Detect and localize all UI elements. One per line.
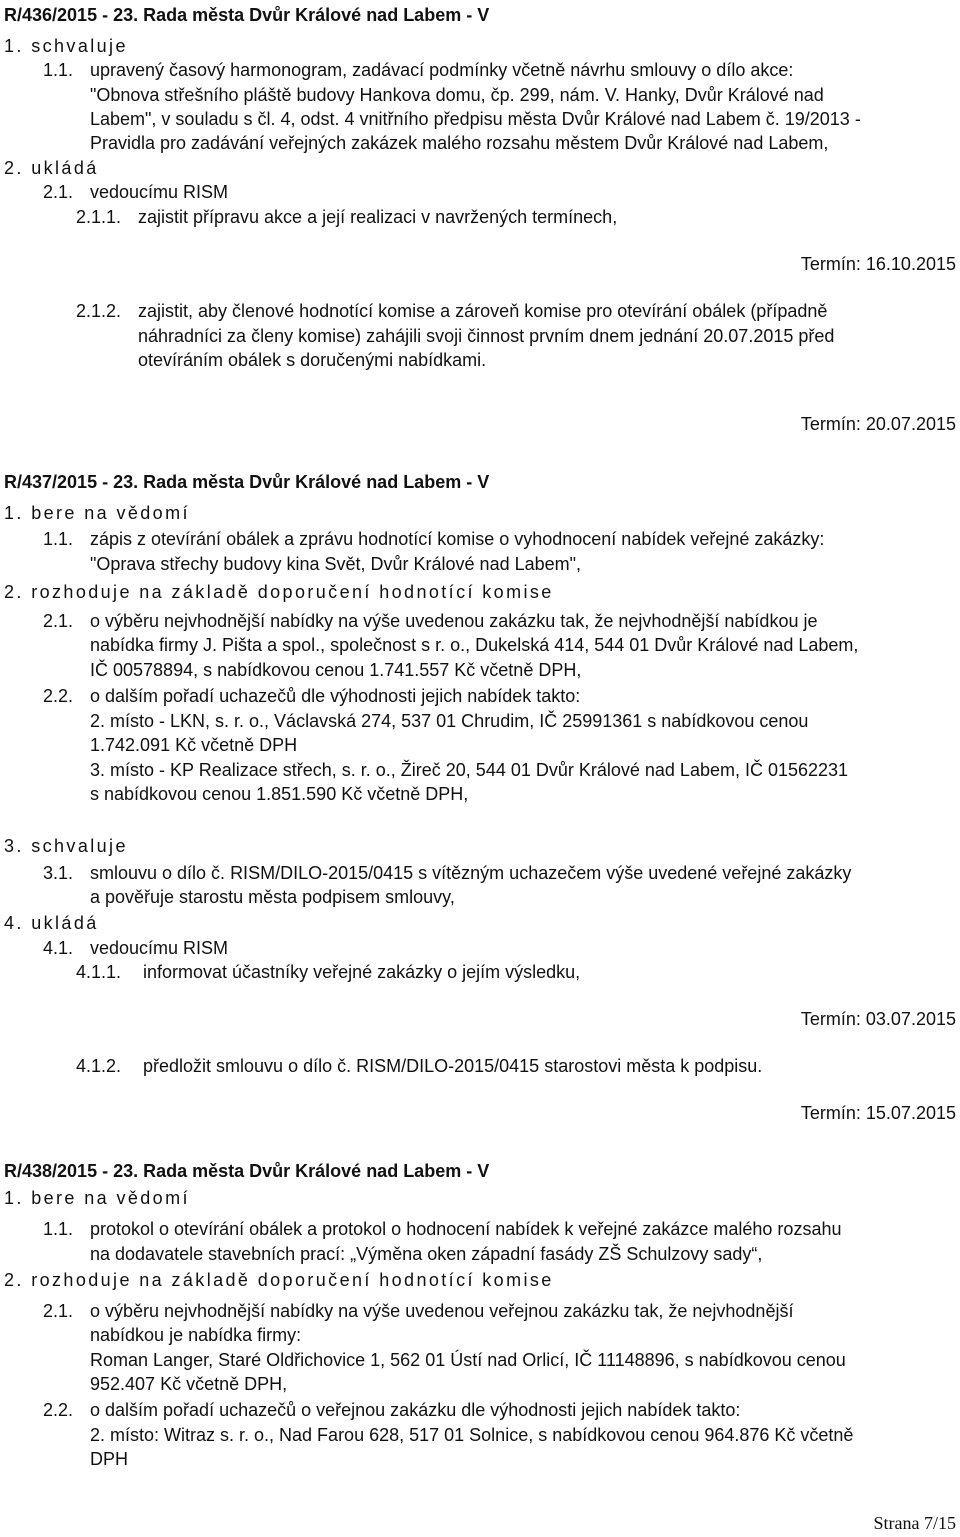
item-number: 4.1.2. — [76, 1056, 122, 1076]
item-text: nabídka firmy J. Pišta a spol., společnost s r. o., Dukelská 414, 544 01 Dvůr Králové nad Labem, — [90, 635, 859, 655]
item-number: 1.1. — [43, 529, 74, 549]
item-text: 2. místo: Witraz s. r. o., Nad Farou 628, 517 01 Solnice, s nabídkovou cenou 964.876 Kč včetně — [90, 1425, 854, 1445]
item-text: smlouvu o dílo č. RISM/DILO-2015/0415 s vítězným uchazečem výše uvedené veřejné zakázky — [90, 863, 852, 883]
item-text: Pravidla pro zadávání veřejných zakázek malého rozsahu městem Dvůr Králové nad Labem, — [90, 133, 829, 153]
item-text: zápis z otevírání obálek a zprávu hodnotící komise o vyhodnocení nabídek veřejné zakázky: — [90, 529, 825, 549]
resolution-header: R/437/2015 - 23. Rada města Dvůr Králové nad Labem - V — [4, 472, 490, 492]
item-text: 2. místo - LKN, s. r. o., Václavská 274, 537 01 Chrudim, IČ 25991361 s nabídkovou cenou — [90, 711, 809, 731]
assignee-text: vedoucímu RISM — [90, 182, 229, 202]
item-number: 4.1.1. — [76, 962, 122, 982]
item-number: 2.2. — [43, 1400, 74, 1420]
item-text: náhradníci za členy komise) zahájili svoji činnost prvním dnem jednání 20.07.2015 před — [138, 326, 835, 346]
action-heading: 1. bere na vědomí — [4, 503, 190, 523]
item-text: otevíráním obálek s doručenými nabídkami. — [138, 350, 487, 370]
item-text: a pověřuje starostu města podpisem smlouvy, — [90, 887, 455, 907]
item-text: o dalším pořadí uchazečů dle výhodnosti jejich nabídek takto: — [90, 686, 581, 706]
item-text: informovat účastníky veřejné zakázky o jejím výsledku, — [143, 962, 581, 982]
item-text: "Oprava střechy budovy kina Svět, Dvůr Králové nad Labem", — [90, 554, 582, 574]
action-heading: 3. schvaluje — [4, 836, 128, 856]
action-heading: 1. schvaluje — [4, 36, 128, 56]
action-heading: 2. rozhoduje na základě doporučení hodnotící komise — [4, 582, 554, 602]
action-heading: 2. ukládá — [4, 158, 99, 178]
item-text: zajistit přípravu akce a její realizaci v navržených termínech, — [138, 207, 618, 227]
item-text: 3. místo - KP Realizace střech, s. r. o., Žireč 20, 544 01 Dvůr Králové nad Labem, IČ 01562231 — [90, 760, 849, 780]
item-number: 1.1. — [43, 1219, 74, 1239]
deadline: Termín: 15.07.2015 — [800, 1103, 956, 1123]
item-number: 2.2. — [43, 686, 74, 706]
page-number: Strana 7/15 — [873, 1513, 956, 1533]
resolution-header: R/438/2015 - 23. Rada města Dvůr Králové nad Labem - V — [4, 1161, 490, 1181]
item-text: "Obnova střešního pláště budovy Hankova domu, čp. 299, nám. V. Hanky, Dvůr Králové nad — [90, 85, 824, 105]
item-number: 2.1. — [43, 611, 74, 631]
deadline: Termín: 20.07.2015 — [800, 414, 956, 434]
item-text: 952.407 Kč včetně DPH, — [90, 1374, 288, 1394]
deadline: Termín: 16.10.2015 — [800, 254, 956, 274]
item-number: 2.1. — [43, 1301, 74, 1321]
item-text: protokol o otevírání obálek a protokol o hodnocení nabídek k veřejné zakázce malého rozsahu — [90, 1219, 842, 1239]
action-heading: 2. rozhoduje na základě doporučení hodnotící komise — [4, 1270, 554, 1290]
item-number: 2.1. — [43, 182, 74, 202]
item-text: o výběru nejvhodnější nabídky na výše uvedenou veřejnou zakázku tak, že nejvhodnější — [90, 1301, 794, 1321]
item-text: na dodavatele stavebních prací: „Výměna oken západní fasády ZŠ Schulzovy sady“, — [90, 1244, 763, 1264]
item-text: Labem", v souladu s čl. 4, odst. 4 vnitřního předpisu města Dvůr Králové nad Labem č. 19/2013 - — [90, 109, 861, 129]
item-text: upravený časový harmonogram, zadávací podmínky včetně návrhu smlouvy o dílo akce: — [90, 60, 794, 80]
item-text: o výběru nejvhodnější nabídky na výše uvedenou zakázku tak, že nejvhodnější nabídkou je — [90, 611, 818, 631]
item-text: IČ 00578894, s nabídkovou cenou 1.741.557 Kč včetně DPH, — [90, 660, 582, 680]
action-heading: 4. ukládá — [4, 913, 99, 933]
item-number: 3.1. — [43, 863, 74, 883]
item-text: 1.742.091 Kč včetně DPH — [90, 735, 298, 755]
item-text: o dalším pořadí uchazečů o veřejnou zakázku dle výhodnosti jejich nabídek takto: — [90, 1400, 741, 1420]
resolution-header: R/436/2015 - 23. Rada města Dvůr Králové nad Labem - V — [4, 5, 490, 25]
item-text: Roman Langer, Staré Oldřichovice 1, 562 01 Ústí nad Orlicí, IČ 11148896, s nabídkovou cenou — [90, 1350, 846, 1370]
deadline: Termín: 03.07.2015 — [800, 1009, 956, 1029]
item-text: zajistit, aby členové hodnotící komise a zároveň komise pro otevírání obálek (případně — [138, 301, 828, 321]
item-text: nabídkou je nabídka firmy: — [90, 1325, 302, 1345]
item-number: 1.1. — [43, 60, 74, 80]
assignee-text: vedoucímu RISM — [90, 938, 229, 958]
item-text: předložit smlouvu o dílo č. RISM/DILO-2015/0415 starostovi města k podpisu. — [143, 1056, 763, 1076]
action-heading: 1. bere na vědomí — [4, 1188, 190, 1208]
item-text: DPH — [90, 1449, 129, 1469]
item-number: 4.1. — [43, 938, 74, 958]
item-text: s nabídkovou cenou 1.851.590 Kč včetně DPH, — [90, 784, 469, 804]
item-number: 2.1.2. — [76, 301, 122, 321]
item-number: 2.1.1. — [76, 207, 122, 227]
